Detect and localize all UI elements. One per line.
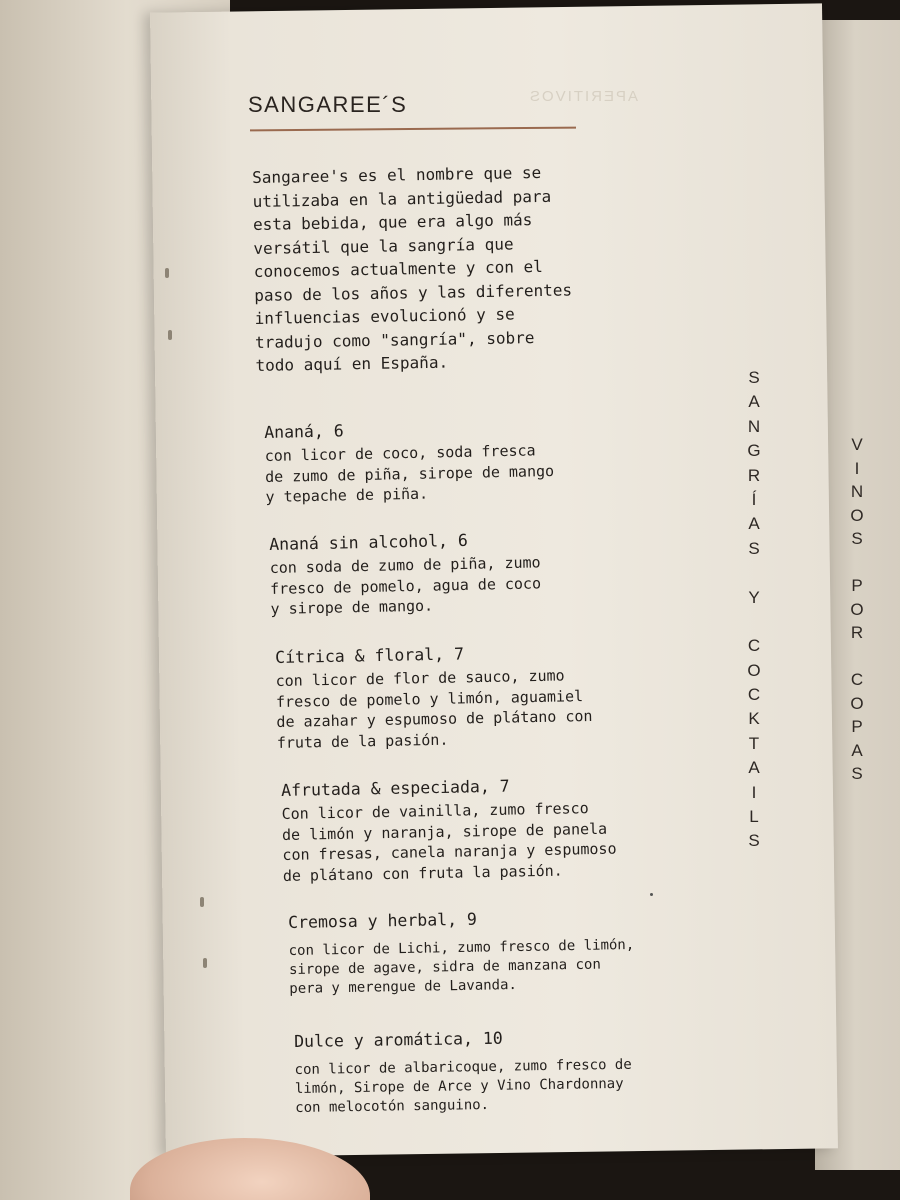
tab-letter: K xyxy=(748,709,760,729)
tab-letter: Y xyxy=(748,587,760,607)
section-title: SANGAREE´S xyxy=(248,92,408,117)
tab-letter: I xyxy=(854,458,860,478)
tab-letter: O xyxy=(850,599,864,619)
menu-item xyxy=(288,906,635,999)
tab-letter: I xyxy=(751,782,757,802)
tab-letter: T xyxy=(748,733,760,753)
ink-speck xyxy=(650,893,653,896)
tab-letter: S xyxy=(748,368,760,387)
tab-letter: A xyxy=(748,758,760,778)
tab-sangrias-y-cocktails[interactable] xyxy=(743,366,765,854)
tab-letter xyxy=(846,551,868,575)
tab-letter xyxy=(846,645,868,669)
menu-item xyxy=(281,774,617,886)
menu-item xyxy=(269,528,542,619)
item-description: con soda de zumo de piña, zumo fresco de pomelo, agua de coco y sirope de mango. xyxy=(269,553,542,618)
tab-letter: A xyxy=(748,392,760,412)
binding-stitch xyxy=(203,958,207,968)
tab-letter: P xyxy=(851,717,863,736)
item-description: con licor de flor de sauco, zumo fresco de pomelo y limón, aguamiel de azahar y espumoso de plátano con fruta de la pasión. xyxy=(275,666,593,752)
tab-vinos-por-copas[interactable] xyxy=(846,433,868,786)
binding-stitch xyxy=(200,897,204,907)
item-name: Cremosa y herbal, 9 xyxy=(288,909,478,932)
item-name: Ananá sin alcohol, 6 xyxy=(269,530,469,554)
item-description: con licor de albaricoque, zumo fresco de limón, Sirope de Arce y Vino Chardonnay con melocotón sanguino. xyxy=(294,1056,632,1116)
item-name: Ananá, 6 xyxy=(264,421,344,442)
binding-stitch xyxy=(165,268,169,278)
binding-stitch xyxy=(168,330,172,340)
tab-letter: S xyxy=(851,529,863,548)
tab-letter: P xyxy=(851,576,863,595)
tab-letter: C xyxy=(850,670,864,689)
tab-letter: Í xyxy=(751,489,757,509)
tab-letter: C xyxy=(747,685,761,705)
intro-paragraph: Sangaree's es el nombre que se utilizaba en la antigüedad para esta bebida, que era algo más versátil que la sangría que conocemos actualmente y con el paso de los años y las diferentes influencias evolucionó y se tradujo como "sangría", sobre todo aquí en España. xyxy=(252,162,573,375)
tab-letter: N xyxy=(850,482,864,501)
tab-letter: A xyxy=(748,514,760,534)
item-description: con licor de coco, soda fresca de zumo de piña, sirope de mango y tepache de piña. xyxy=(264,441,555,506)
item-name: Cítrica & floral, 7 xyxy=(275,644,465,667)
item-description: Con licor de vainilla, zumo fresco de limón y naranja, sirope de panela con fresas, canela naranja y espumoso de plátano con fruta la pasión. xyxy=(281,799,617,885)
tab-letter: V xyxy=(851,435,863,454)
tab-letter: S xyxy=(748,831,760,851)
tab-letter xyxy=(743,610,765,634)
menu-item xyxy=(294,1026,632,1118)
tab-letter: O xyxy=(850,693,864,713)
menu-item xyxy=(264,416,555,508)
tab-letter: S xyxy=(851,764,863,783)
tab-letter: O xyxy=(850,505,864,525)
tab-letter: R xyxy=(850,623,864,642)
tab-letter: O xyxy=(747,660,761,680)
tab-letter: N xyxy=(747,416,761,436)
tab-letter: G xyxy=(747,441,761,461)
tab-letter: R xyxy=(747,465,761,485)
tab-letter: L xyxy=(749,807,759,827)
menu-item xyxy=(275,641,593,753)
item-name: Afrutada & especiada, 7 xyxy=(281,776,510,800)
tab-letter: A xyxy=(851,740,863,760)
item-name: Dulce y aromática, 10 xyxy=(294,1028,503,1051)
tab-letter: C xyxy=(747,636,761,656)
tab-letter xyxy=(743,561,765,585)
show-through-heading: APERITIVOS xyxy=(528,88,639,105)
item-description: con licor de Lichi, zumo fresco de limón, sirope de agave, sidra de manzana con pera y merengue de Lavanda. xyxy=(288,936,635,997)
tab-letter: S xyxy=(748,538,760,558)
